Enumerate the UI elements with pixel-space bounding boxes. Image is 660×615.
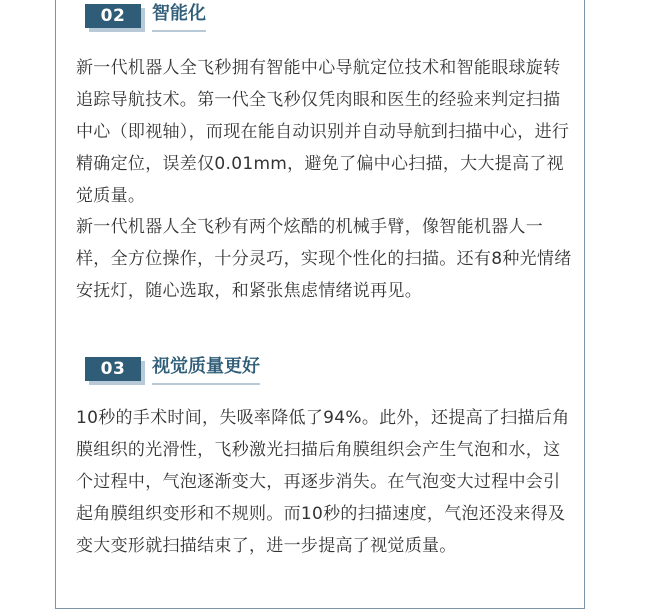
section-number-badge <box>85 357 141 381</box>
section-title: 智能化 <box>152 2 206 32</box>
section-number: 03 <box>85 357 141 381</box>
section-number: 02 <box>85 4 141 28</box>
section-title: 视觉质量更好 <box>152 355 260 385</box>
section-paragraph: 10秒的手术时间，失吸率降低了94%。此外，还提高了扫描后角膜组织的光滑性，飞秒激光扫描后角膜组织会产生气泡和水，这个过程中，气泡逐渐变大，再逐步消失。在气泡变大过程中会引起角膜组织变形和不规则。而10秒的扫描速度，气泡还没来得及变大变形就扫描结束了，进一步提高了视觉质量。 <box>76 408 570 556</box>
section-paragraph: 新一代机器人全飞秒拥有智能中心导航定位技术和智能眼球旋转追踪导航技术。第一代全飞秒仅凭肉眼和医生的经验来判定扫描中心（即视轴），而现在能自动识别并自动导航到扫描中心，进行精确定位，误差仅0.01mm，避免了偏中心扫描，大大提高了视觉质量。 <box>76 58 570 206</box>
section-paragraph: 新一代机器人全飞秒有两个炫酷的机械手臂，像智能机器人一样，全方位操作，十分灵巧，实现个性化的扫描。还有8种光情绪安抚灯，随心选取，和紧张焦虑情绪说再见。 <box>76 217 572 301</box>
section-number-badge <box>85 4 141 28</box>
